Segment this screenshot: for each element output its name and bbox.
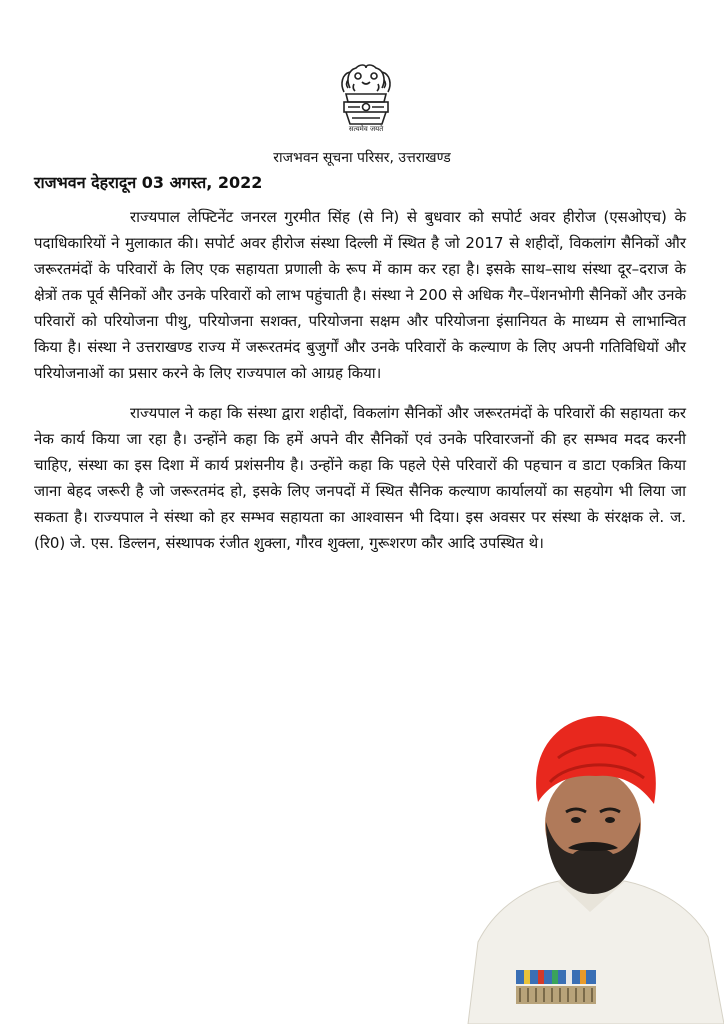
paragraph-2: राज्यपाल ने कहा कि संस्था द्वारा शहीदों, विकलांग सैनिकों और जरूरतमंदों के परिवारों की सहायता कर नेक कार्य किया जा रहा है। उन्होंने कहा कि हमें अपने वीर सैनिकों एवं उनके परिवारजनों की हर सम्भव मदद करनी चाहिए, संस्था का इस दिशा में कार्य प्रशंसनीय है। उन्होंने कहा कि पहले ऐसे परिवारों की पहचान व डाटा एकत्रित किया जाना बेहद जरूरी है जो जरूरतमंद हो, इसके लिए जनपदों में स्थित सैनिक कल्याण कार्यालयों का सहयोग भी लिया जा सकता है। राज्यपाल ने संस्था को हर सम्भव सहायता का आश्वासन भी दिया। इस अवसर पर संस्था के संरक्षक ले. ज.(रि0) जे. एस. डिल्लन, संस्थापक रंजीत शुक्ला, गौरव शुक्ला, गुरूशरण कौर आदि उपस्थित थे। xyxy=(34,404,686,552)
dateline: राजभवन देहरादून 03 अगस्त, 2022 xyxy=(34,173,263,192)
press-release-body xyxy=(34,204,686,570)
governor-portrait xyxy=(458,712,724,1024)
paragraph-1: राज्यपाल लेफ्टिनेंट जनरल गुरमीत सिंह (से नि) से बुधवार को सपोर्ट अवर हीरोज (एसओएच) के पदाधिकारियों ने मुलाकात की। सपोर्ट अवर हीरोज संस्था दिल्ली में स्थित है जो 2017 से शहीदों, विकलांग सैनिकों और जरूरतमंदों के परिवारों के लिए एक सहायता प्रणाली के रूप में काम कर रहा है। इसके साथ–साथ संस्था दूर–दराज के क्षेत्रों तक पूर्व सैनिकों और उनके परिवारों को लाभ पहुंचाती है। संस्था ने 200 से अधिक गैर–पेंशनभोगी सैनिकों और उनके परिवारों को परियोजना पीथु, परियोजना सशक्त, परियोजना सक्षम और परियोजना इंसानियत के माध्यम से लाभान्वित किया है। संस्था ने उत्तराखण्ड राज्य में जरूरतमंद बुजुर्गों और उनके परिवारों के कल्याण के लिए अपनी गतिविधियों और परियोजनाओं का प्रसार करने के लिए राज्यपाल को आग्रह किया। xyxy=(34,208,686,382)
emblem-motto: सत्यमेव जयते xyxy=(348,125,384,133)
office-name: राजभवन सूचना परिसर, उत्तराखण्ड xyxy=(273,150,451,166)
